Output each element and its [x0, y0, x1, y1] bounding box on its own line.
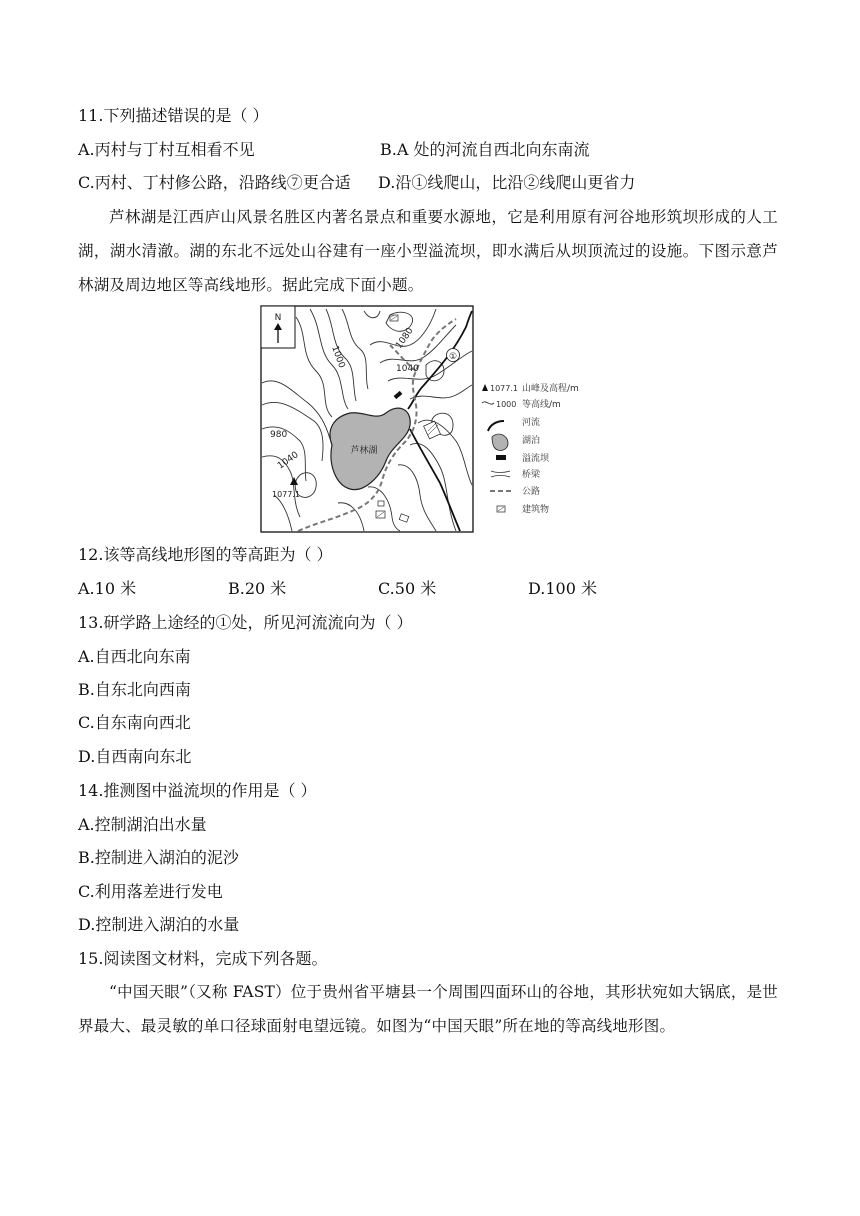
- q12-option-d: D.100 米: [528, 579, 597, 598]
- legend-river-text: 河流: [522, 418, 541, 428]
- contour-label: 980: [270, 430, 288, 440]
- legend-river-icon: [488, 421, 504, 431]
- legend-peak-icon: [482, 384, 488, 391]
- q14-stem: 14.推测图中溢流坝的作用是（ ）: [78, 781, 317, 800]
- legend-lake-text: 湖泊: [522, 436, 541, 446]
- legend-contour-symbol: 1000: [496, 400, 517, 409]
- north-label: N: [274, 313, 282, 323]
- q11-stem: 11.下列描述错误的是（ ）: [78, 106, 269, 125]
- q14-option-d: D.控制进入湖泊的水量: [78, 915, 240, 934]
- lake-label: 芦林湖: [350, 446, 378, 456]
- peak-label: 1077.1: [272, 490, 300, 499]
- legend-bridge-text: 桥梁: [522, 470, 541, 480]
- legend-contour-icon: [482, 402, 494, 404]
- contour-label: 1040: [275, 450, 301, 472]
- legend-road-text: 公路: [522, 487, 541, 497]
- marker-1: ①: [448, 352, 458, 362]
- q14-option-b: B.控制进入湖泊的泥沙: [78, 848, 239, 867]
- q13-option-a: A.自西北向东南: [78, 647, 191, 666]
- q13-stem: 13.研学路上途经的①处，所见河流流向为（ ）: [78, 613, 413, 632]
- passage-lulin-lake: 芦林湖是江西庐山风景名胜区内著名景点和重要水源地，它是利用原有河谷地形筑坝形成的人工湖，湖水清澈。湖的东北不远处山谷建有一座小型溢流坝，即水满后从坝顶流过的设施。下图示意芦林湖及周边地区等高线地形。据此完成下面小题。: [78, 208, 778, 294]
- legend-building-text: 建筑物: [522, 505, 550, 515]
- q11-option-c: C.丙村、丁村修公路，沿路线⑦更合适: [78, 173, 351, 192]
- q12-option-a: A.10 米: [78, 579, 137, 598]
- q13-option-b: B.自东北向西南: [78, 680, 191, 699]
- q12-option-b: B.20 米: [228, 579, 287, 598]
- q15-stem: 15.阅读图文材料，完成下列各题。: [78, 949, 328, 968]
- contour-map-figure: [260, 305, 600, 535]
- q13-option-c: C.自东南向西北: [78, 713, 191, 732]
- legend-dam-icon: [496, 455, 506, 460]
- contour-label: 1080: [394, 326, 416, 351]
- q12-option-c: C.50 米: [378, 579, 437, 598]
- q13-option-d: D.自西南向东北: [78, 747, 192, 766]
- q12-stem: 12.该等高线地形图的等高距为（ ）: [78, 545, 333, 564]
- map-legend: [482, 382, 579, 515]
- q14-option-c: C.利用落差进行发电: [78, 882, 223, 901]
- legend-lake-icon: [492, 434, 508, 450]
- q11-option-a: A.丙村与丁村互相看不见: [78, 140, 255, 159]
- legend-peak-symbol: 1077.1: [490, 384, 518, 393]
- legend-dam-text: 溢流坝: [522, 454, 550, 464]
- q14-option-a: A.控制湖泊出水量: [78, 815, 207, 834]
- legend-bridge-icon: [491, 471, 510, 477]
- legend-peak-text: 山峰及高程/m: [522, 384, 579, 394]
- contour-label: 1000: [329, 344, 347, 370]
- legend-contour-text: 等高线/m: [522, 400, 561, 410]
- contour-label: 1040: [396, 364, 419, 374]
- passage-fast: “中国天眼”（又称 FAST）位于贵州省平塘县一个周围四面环山的谷地，其形状宛如大锅底，是世界最大、最灵敏的单口径球面射电望远镜。如图为“中国天眼”所在地的等高线地形图。: [78, 983, 778, 1035]
- q11-option-b: B.A 处的河流自西北向东南流: [380, 140, 590, 159]
- q11-option-d: D.沿①线爬山，比沿②线爬山更省力: [378, 173, 636, 192]
